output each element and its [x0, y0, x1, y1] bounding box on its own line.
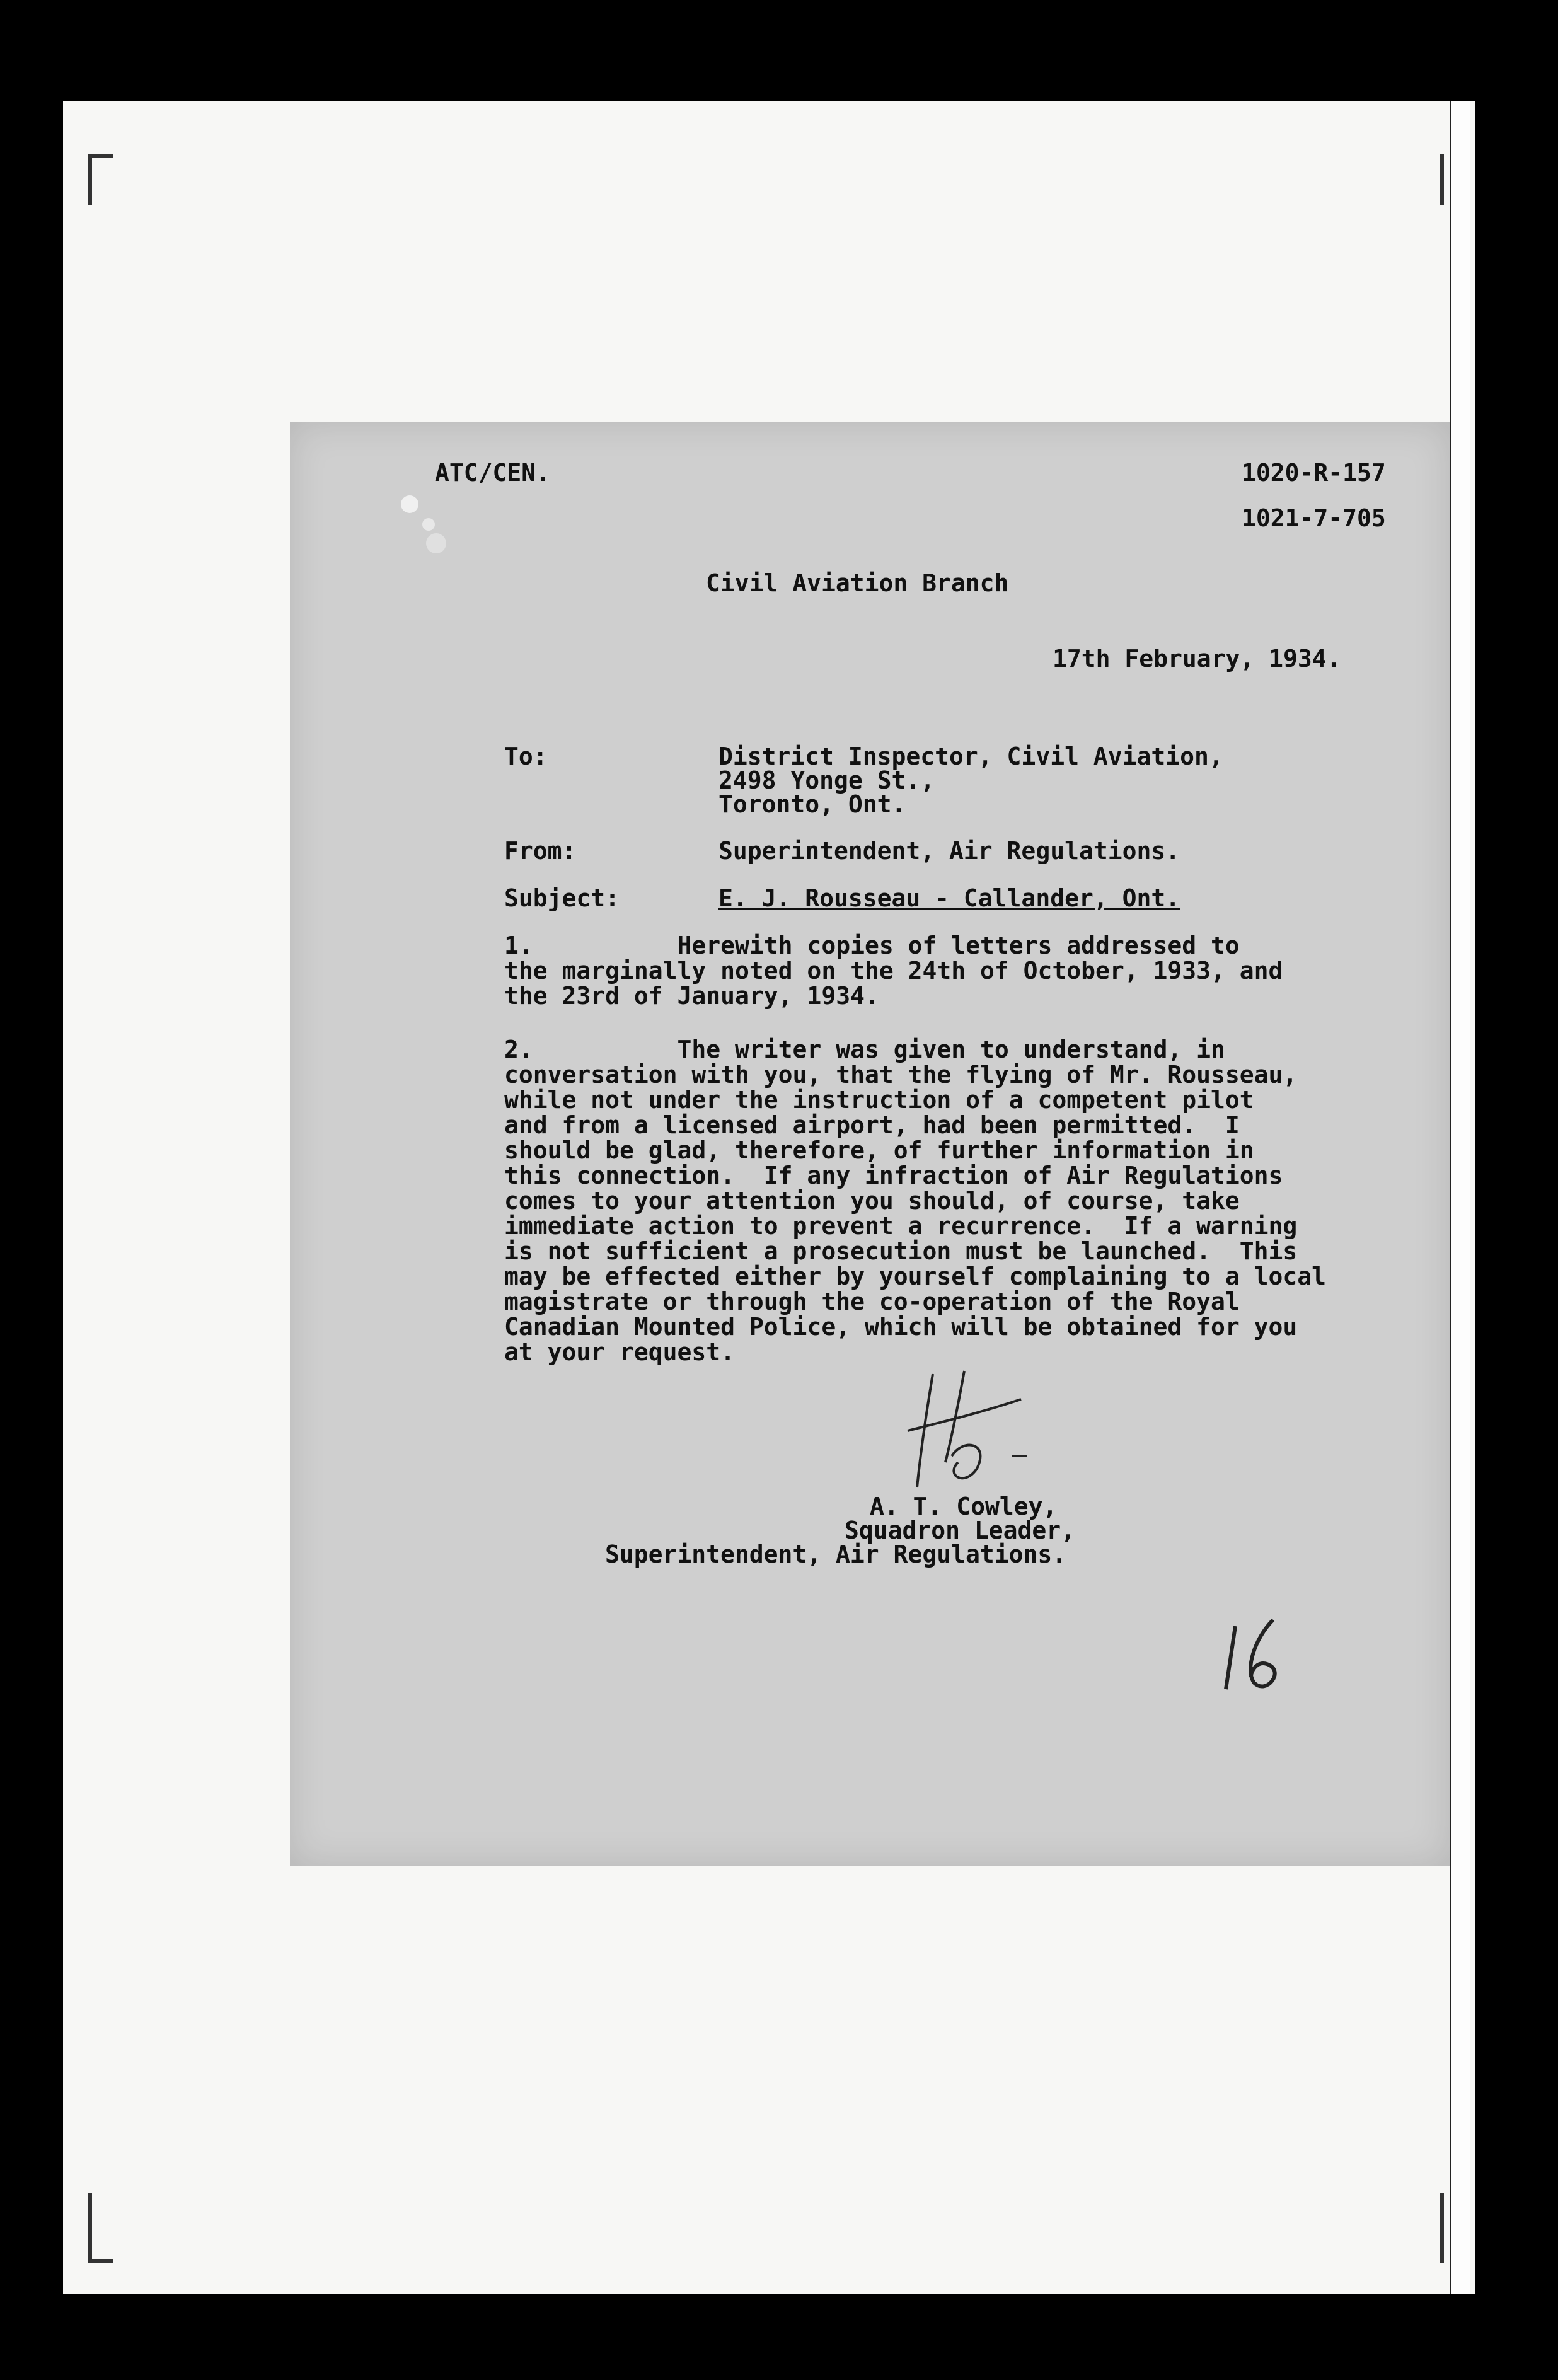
paragraph-2-line: immediate action to prevent a recurrence. If a warning — [504, 1212, 1298, 1240]
file-number-1: 1020-R-157 — [1242, 459, 1386, 487]
crop-mark-bottom-right — [1440, 2193, 1444, 2263]
paragraph-2-line: Canadian Mounted Police, which will be obtained for you — [504, 1313, 1298, 1341]
crop-mark-top-left-h — [88, 154, 113, 158]
handwritten-folio-number-icon — [1216, 1607, 1298, 1702]
to-line-2: 2498 Yonge St., — [718, 766, 935, 794]
signatory-rank: Squadron Leader, — [845, 1516, 1076, 1544]
paragraph-1 — [504, 933, 1387, 1008]
letter-sheet — [290, 422, 1450, 1866]
from-value: Superintendent, Air Regulations. — [718, 837, 1180, 865]
subject-value: E. J. Rousseau - Callander, Ont. — [718, 884, 1180, 912]
to-line-1: District Inspector, Civil Aviation, — [718, 742, 1223, 770]
to-line-3: Toronto, Ont. — [718, 790, 906, 818]
paper-stain-icon — [384, 485, 460, 555]
paragraph-2-line: magistrate or through the co-operation of the Royal — [504, 1288, 1240, 1315]
paragraph-2-line: and from a licensed airport, had been permitted. I — [504, 1111, 1240, 1139]
paragraph-2-line: may be effected either by yourself complaining to a local — [504, 1262, 1327, 1290]
film-edge-strip — [1450, 101, 1470, 2294]
reference-code-left: ATC/CEN. — [435, 459, 551, 487]
subject-label: Subject: — [504, 884, 620, 912]
paragraph-1-line: the marginally noted on the 24th of October, 1933, and — [504, 957, 1283, 985]
paragraph-2-line: at your request. — [504, 1338, 736, 1366]
paragraph-2-line: while not under the instruction of a competent pilot — [504, 1086, 1254, 1114]
crop-mark-bottom-left — [88, 2193, 92, 2263]
file-number-2: 1021-7-705 — [1242, 504, 1386, 532]
paragraph-2-line: this connection. If any infraction of Air Regulations — [504, 1162, 1283, 1189]
paragraph-2-line: should be glad, therefore, of further information in — [504, 1136, 1254, 1164]
crop-mark-bottom-left-h — [88, 2259, 113, 2263]
handwritten-signature-icon — [895, 1361, 1040, 1494]
crop-mark-top-right — [1440, 154, 1444, 205]
crop-mark-top-left — [88, 154, 92, 205]
letterhead-branch: Civil Aviation Branch — [706, 569, 1009, 597]
paragraph-2-line: comes to your attention you should, of course, take — [504, 1187, 1240, 1215]
paragraph-2-line: conversation with you, that the flying of Mr. Rousseau, — [504, 1061, 1298, 1089]
signatory-title: Superintendent, Air Regulations. — [605, 1540, 1067, 1568]
paragraph-1-line: the 23rd of January, 1934. — [504, 982, 879, 1010]
signatory-name: A. T. Cowley, — [870, 1493, 1058, 1520]
letter-date: 17th February, 1934. — [1053, 645, 1341, 673]
from-label: From: — [504, 837, 577, 865]
to-label: To: — [504, 742, 548, 770]
paragraph-2-line: 2. The writer was given to understand, in — [504, 1036, 1225, 1063]
paragraph-2-line: is not sufficient a prosecution must be launched. This — [504, 1237, 1298, 1265]
paragraph-1-line: 1. Herewith copies of letters addressed to — [504, 932, 1240, 959]
paragraph-2 — [504, 1037, 1387, 1365]
